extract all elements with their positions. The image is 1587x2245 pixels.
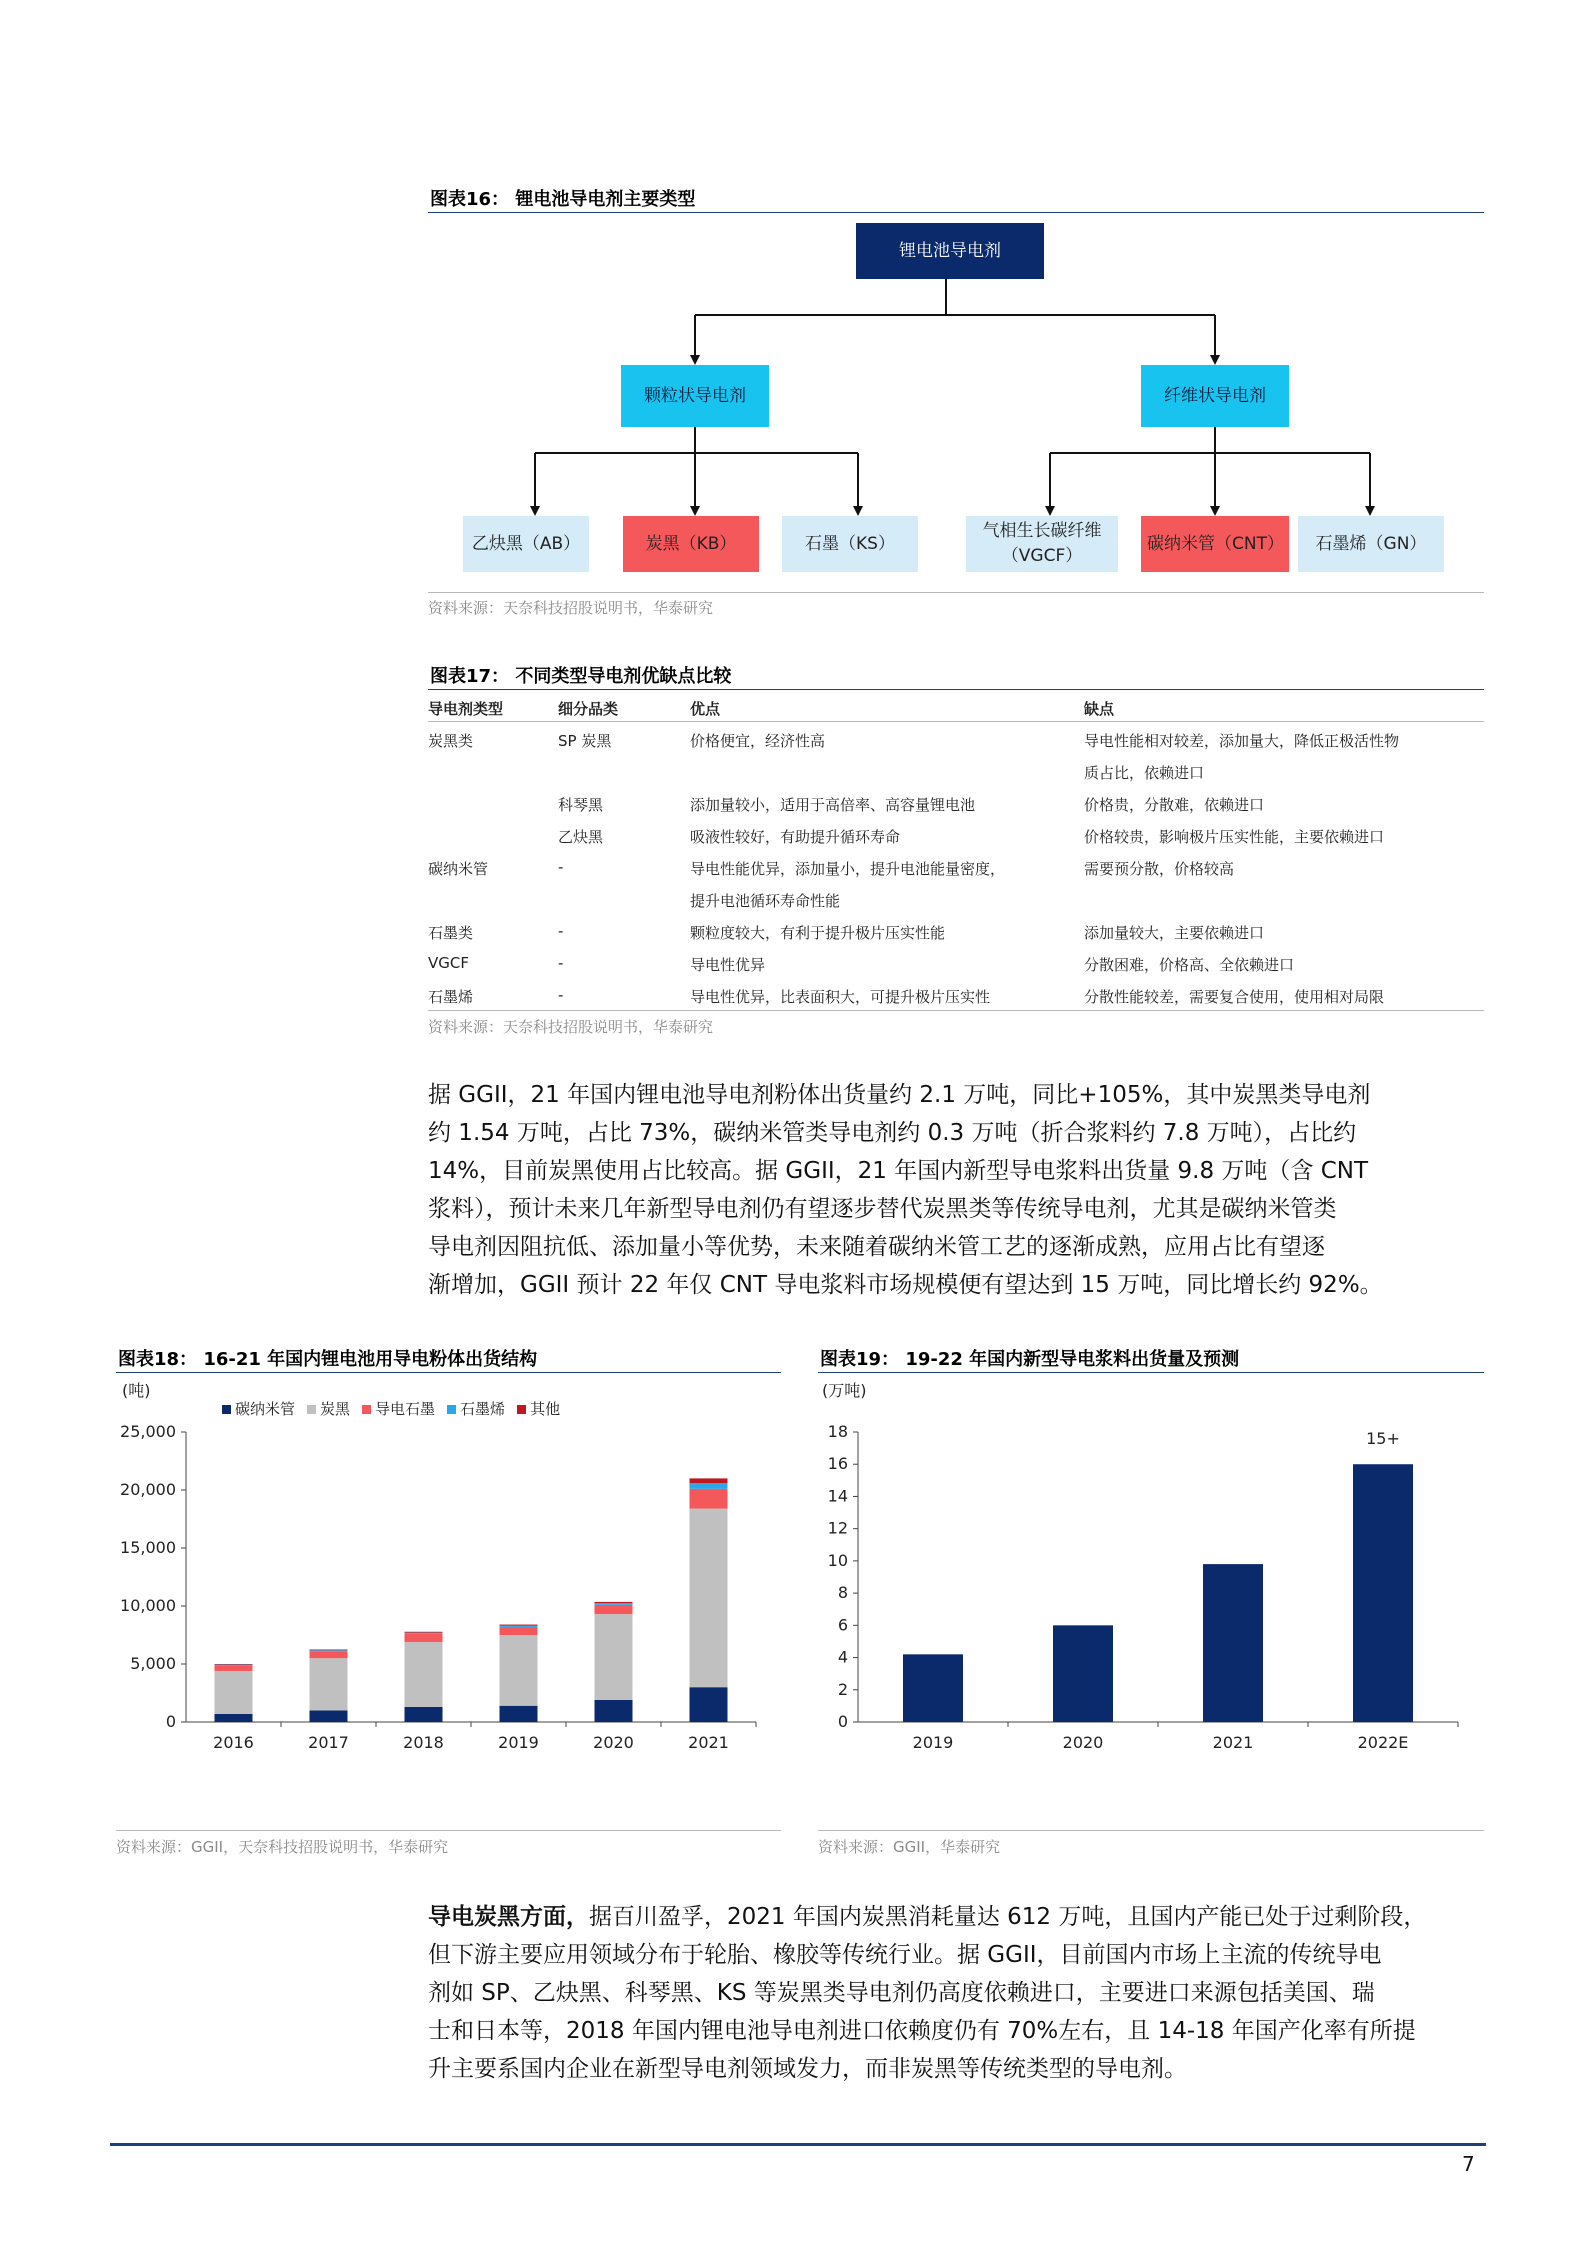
bar-segment xyxy=(215,1714,253,1722)
bar-segment xyxy=(595,1602,633,1603)
cell-type: 石墨烯 xyxy=(428,988,474,1006)
paragraph-2-line: 升主要系国内企业在新型导电剂领域发力，而非炭黑等传统类型的导电剂。 xyxy=(428,2056,1187,2082)
cell-pros: 颗粒度较大，有利于提升极片压实性能 xyxy=(690,924,946,942)
fig18-source: 资料来源：GGII，天奈科技招股说明书，华泰研究 xyxy=(116,1838,449,1856)
paragraph-2 xyxy=(428,1898,1488,2088)
legend-label: 其他 xyxy=(530,1400,561,1418)
fig16-source-rule xyxy=(428,592,1484,593)
cell-type: 碳纳米管 xyxy=(428,860,489,878)
bar-segment xyxy=(500,1627,538,1635)
paragraph-2-line: 剂如 SP、乙炔黑、科琴黑、KS 等炭黑类导电剂仍高度依赖进口，主要进口来源包括美国、瑞 xyxy=(428,1980,1375,2006)
bar-segment xyxy=(310,1651,348,1658)
fig19-source-rule xyxy=(818,1830,1484,1831)
fig17-title: 图表17： 不同类型导电剂优缺点比较 xyxy=(430,666,732,687)
bar-segment xyxy=(310,1710,348,1722)
x-tick-label: 2021 xyxy=(688,1733,729,1752)
bar-segment xyxy=(215,1665,253,1671)
x-tick-label: 2019 xyxy=(912,1733,954,1752)
y-tick-label: 15,000 xyxy=(120,1538,176,1557)
paragraph-2-lead: 导电炭黑方面， xyxy=(428,1904,589,1930)
cell-pros: 导电性能优异，添加量小，提升电池能量密度， xyxy=(690,860,1006,878)
fig16-rule xyxy=(428,212,1484,213)
y-tick-label: 14 xyxy=(827,1486,848,1506)
cell-subtype: - xyxy=(558,858,564,876)
bar-segment xyxy=(595,1700,633,1722)
fig18-chart xyxy=(116,1376,784,1826)
header-subtype: 细分品类 xyxy=(558,700,619,718)
paragraph-1-line: 据 GGII，21 年国内锂电池导电剂粉体出货量约 2.1 万吨，同比+105%，其中炭黑类导电剂 xyxy=(428,1082,1371,1108)
paragraph-2-line: 士和日本等，2018 年国内锂电池导电剂进口依赖度仍有 70%左右，且 14-18 年国产化率有所提 xyxy=(428,2018,1416,2044)
cell-cons: 价格较贵，影响极片压实性能，主要依赖进口 xyxy=(1084,828,1385,846)
cell-subtype: 科琴黑 xyxy=(558,796,604,814)
legend-label: 炭黑 xyxy=(320,1400,351,1418)
bar xyxy=(1053,1625,1113,1722)
fig17-source: 资料来源：天奈科技招股说明书，华泰研究 xyxy=(428,1018,714,1036)
node-root: 锂电池导电剂 xyxy=(856,223,1044,279)
bar-segment xyxy=(690,1478,728,1483)
data-annotation: 15+ xyxy=(1366,1429,1400,1449)
bar-segment xyxy=(500,1625,538,1626)
cell-subtype: - xyxy=(558,986,564,1004)
bar-segment xyxy=(405,1633,443,1634)
cell-cons: 分散性能较差，需要复合使用，使用相对局限 xyxy=(1084,988,1385,1006)
fig18-title: 图表18： 16-21 年国内锂电池用导电粉体出货结构 xyxy=(118,1349,538,1370)
fig17-source-rule xyxy=(428,1010,1484,1011)
cell-subtype: - xyxy=(558,954,564,972)
fig17-rule xyxy=(428,689,1484,690)
y-tick-label: 6 xyxy=(837,1615,848,1635)
y-tick-label: 8 xyxy=(837,1583,848,1603)
paragraph-2-first: 据百川盈孚，2021 年国内炭黑消耗量达 612 万吨，且国内产能已处于过剩阶段， xyxy=(589,1904,1427,1930)
y-tick-label: 16 xyxy=(827,1454,848,1474)
bar-segment xyxy=(690,1687,728,1722)
bar-segment xyxy=(405,1642,443,1707)
bar-segment xyxy=(690,1483,728,1489)
paragraph-1 xyxy=(428,1076,1488,1304)
bar-segment xyxy=(405,1632,443,1633)
cell-cons: 添加量较大，主要依赖进口 xyxy=(1084,924,1265,942)
node-ks: 石墨（KS） xyxy=(782,516,918,572)
bar-segment xyxy=(310,1650,348,1651)
header-pros: 优点 xyxy=(690,700,721,718)
fig18-source-rule xyxy=(116,1830,781,1831)
fig19-rule xyxy=(818,1372,1484,1373)
cell-subtype: SP 炭黑 xyxy=(558,732,612,750)
y-tick-label: 5,000 xyxy=(130,1654,176,1673)
cell-cons: 价格贵，分散难，依赖进口 xyxy=(1084,796,1265,814)
paragraph-1-line: 渐增加，GGII 预计 22 年仅 CNT 导电浆料市场规模便有望达到 15 万吨，同比增长约 92%。 xyxy=(428,1272,1383,1298)
y-tick-label: 20,000 xyxy=(120,1480,176,1499)
node-fibrous: 纤维状导电剂 xyxy=(1141,365,1289,427)
x-tick-label: 2020 xyxy=(1062,1733,1104,1752)
y-tick-label: 25,000 xyxy=(120,1422,176,1441)
cell-pros: 提升电池循环寿命性能 xyxy=(690,892,841,910)
header-type: 导电剂类型 xyxy=(428,700,504,718)
y-axis-label: (万吨) xyxy=(822,1381,867,1400)
bar-segment xyxy=(215,1665,253,1666)
bar-segment xyxy=(405,1707,443,1722)
y-tick-label: 4 xyxy=(837,1647,848,1667)
paragraph-1-line: 约 1.54 万吨，占比 73%，碳纳米管类导电剂约 0.3 万吨（折合浆料约 7.8 万吨），占比约 xyxy=(428,1120,1357,1146)
cell-pros: 导电性优异 xyxy=(690,956,766,974)
y-tick-label: 10 xyxy=(827,1550,848,1570)
y-tick-label: 2 xyxy=(837,1679,848,1699)
cell-pros: 导电性优异，比表面积大，可提升极片压实性 xyxy=(690,988,991,1006)
cell-type: 炭黑类 xyxy=(428,732,474,750)
table-header-rule xyxy=(428,721,1484,722)
y-tick-label: 0 xyxy=(165,1712,176,1731)
fig16-source: 资料来源：天奈科技招股说明书，华泰研究 xyxy=(428,599,714,617)
paragraph-2-line xyxy=(428,1898,1488,1936)
paragraph-1-line: 导电剂因阻抗低、添加量小等优势，未来随着碳纳米管工艺的逐渐成熟，应用占比有望逐 xyxy=(428,1234,1325,1260)
bar xyxy=(903,1654,963,1722)
bar-segment xyxy=(690,1489,728,1509)
fig18-rule xyxy=(116,1372,781,1373)
cell-cons: 导电性能相对较差，添加量大，降低正极活性物 xyxy=(1084,732,1400,750)
paragraph-2-line: 但下游主要应用领域分布于轮胎、橡胶等传统行业。据 GGII，目前国内市场上主流的传统导电 xyxy=(428,1942,1382,1968)
bar-segment xyxy=(310,1658,348,1710)
legend-label: 导电石墨 xyxy=(375,1400,436,1418)
header-cons: 缺点 xyxy=(1084,700,1115,718)
node-vgcf: 气相生长碳纤维（VGCF） xyxy=(966,516,1118,572)
bar-segment xyxy=(690,1509,728,1688)
x-tick-label: 2017 xyxy=(308,1733,349,1752)
node-cnt: 碳纳米管（CNT） xyxy=(1141,516,1289,572)
cell-pros: 价格便宜，经济性高 xyxy=(690,732,826,750)
bar-segment xyxy=(595,1605,633,1614)
bar-segment xyxy=(500,1635,538,1706)
cell-cons: 需要预分散，价格较高 xyxy=(1084,860,1235,878)
cell-pros: 吸液性较好，有助提升循环寿命 xyxy=(690,828,901,846)
node-gn: 石墨烯（GN） xyxy=(1298,516,1444,572)
cell-subtype: 乙炔黑 xyxy=(558,828,604,846)
paragraph-1-line: 浆料），预计未来几年新型导电剂仍有望逐步替代炭黑类等传统导电剂，尤其是碳纳米管类 xyxy=(428,1196,1337,1222)
fig19-source: 资料来源：GGII，华泰研究 xyxy=(818,1838,1001,1856)
x-tick-label: 2018 xyxy=(403,1733,444,1752)
bar-segment xyxy=(500,1626,538,1627)
y-axis-label: (吨) xyxy=(122,1381,151,1400)
bar-segment xyxy=(500,1706,538,1722)
node-granular: 颗粒状导电剂 xyxy=(621,365,769,427)
cell-type: 石墨类 xyxy=(428,924,474,942)
page-number: 7 xyxy=(1462,2152,1475,2176)
x-tick-label: 2021 xyxy=(1212,1733,1254,1752)
legend-label: 石墨烯 xyxy=(460,1400,506,1418)
footer-rule xyxy=(110,2143,1486,2146)
x-tick-label: 2016 xyxy=(213,1733,254,1752)
bar-segment xyxy=(405,1634,443,1642)
y-tick-label: 12 xyxy=(827,1518,848,1538)
x-tick-label: 2020 xyxy=(593,1733,634,1752)
cell-type: VGCF xyxy=(428,954,469,972)
paragraph-1-line: 14%，目前炭黑使用占比较高。据 GGII，21 年国内新型导电浆料出货量 9.8 万吨（含 CNT xyxy=(428,1158,1369,1184)
y-tick-label: 10,000 xyxy=(120,1596,176,1615)
node-kb: 炭黑（KB） xyxy=(623,516,759,572)
cell-pros: 添加量较小，适用于高倍率、高容量锂电池 xyxy=(690,796,976,814)
cell-cons: 分散困难，价格高、全依赖进口 xyxy=(1084,956,1295,974)
x-tick-label: 2022E xyxy=(1357,1733,1409,1752)
y-tick-label: 0 xyxy=(837,1712,848,1731)
bar xyxy=(1353,1464,1413,1722)
y-tick-label: 18 xyxy=(827,1422,848,1441)
x-tick-label: 2019 xyxy=(498,1733,539,1752)
bar-segment xyxy=(595,1603,633,1605)
cell-cons: 质占比，依赖进口 xyxy=(1084,764,1205,782)
fig19-chart xyxy=(818,1376,1486,1826)
bar-segment xyxy=(595,1614,633,1700)
bar-segment xyxy=(310,1650,348,1651)
legend-label: 碳纳米管 xyxy=(235,1400,296,1418)
bar-segment xyxy=(215,1664,253,1665)
bar-segment xyxy=(215,1671,253,1714)
node-ab: 乙炔黑（AB） xyxy=(463,516,589,572)
fig16-title: 图表16： 锂电池导电剂主要类型 xyxy=(430,189,696,210)
bar xyxy=(1203,1564,1263,1722)
fig19-title: 图表19： 19-22 年国内新型导电浆料出货量及预测 xyxy=(820,1349,1240,1370)
fig17-table xyxy=(428,698,1484,1013)
cell-subtype: - xyxy=(558,922,564,940)
